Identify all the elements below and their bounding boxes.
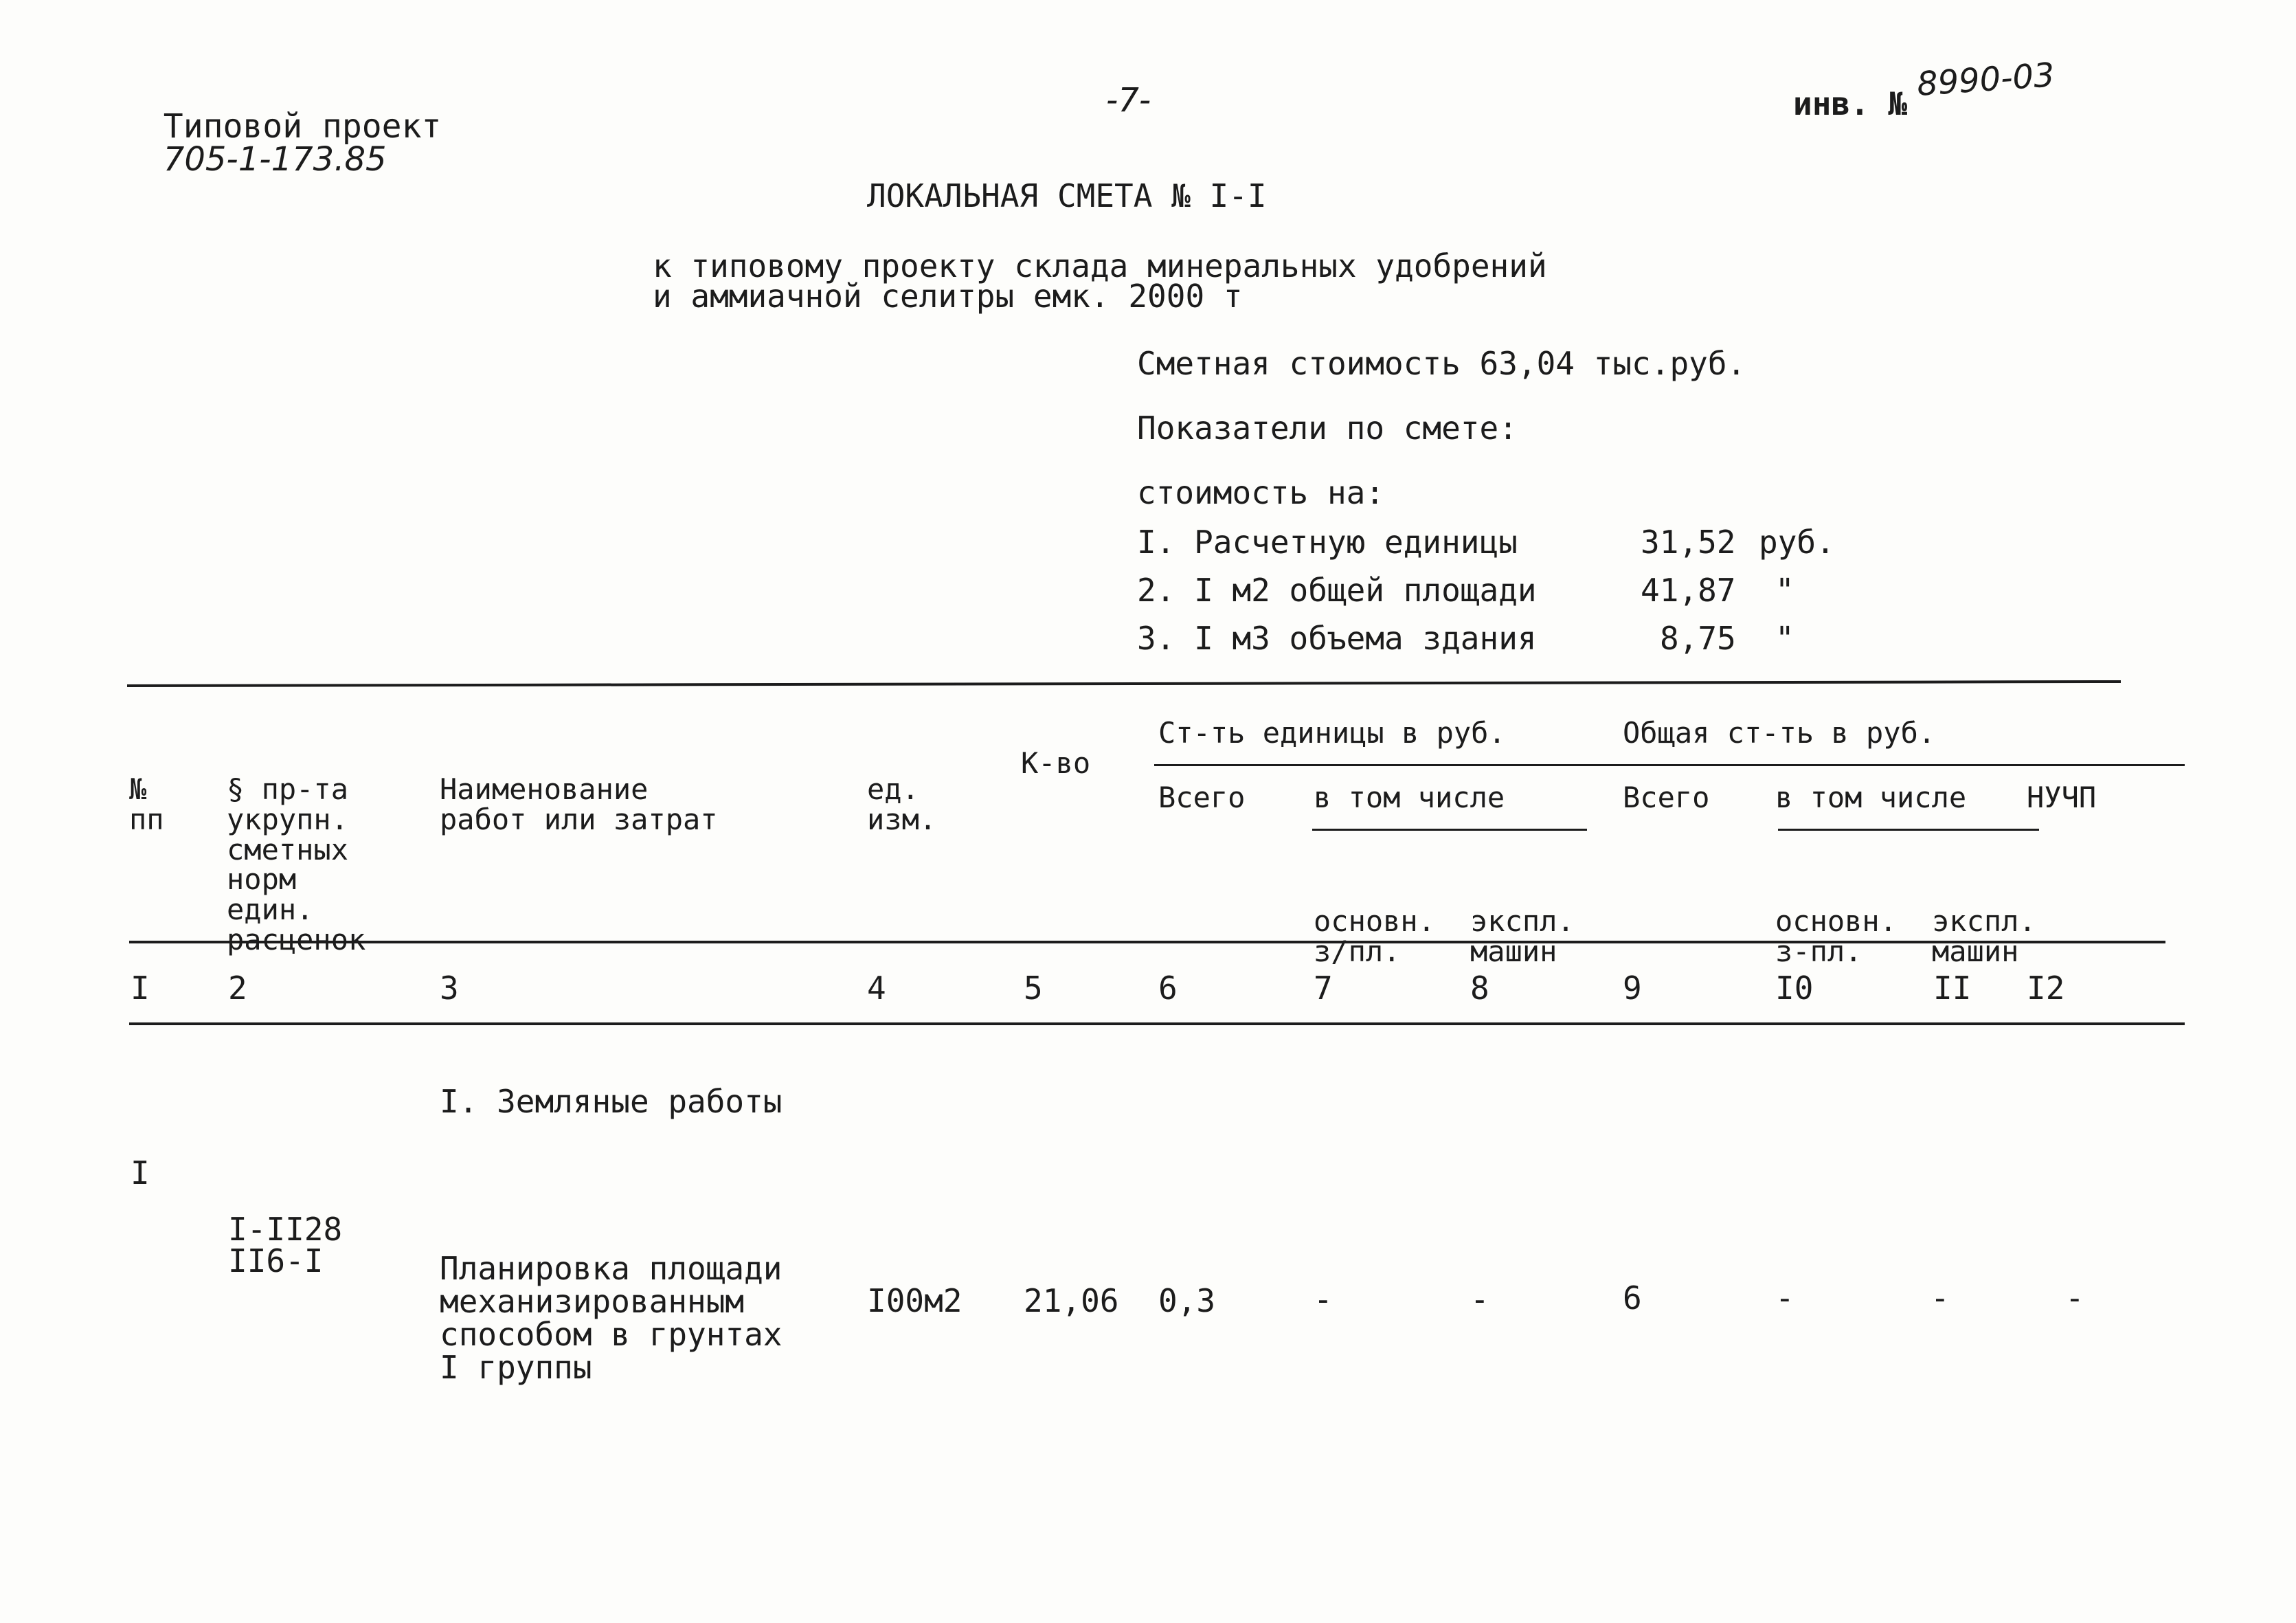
header-nuchp: НУЧП <box>2027 781 2097 814</box>
project-label <box>124 77 442 179</box>
section-title: I. Земляные работы <box>440 1083 783 1120</box>
column-number: I2 <box>2027 970 2065 1007</box>
group-header-rule <box>1154 764 2185 766</box>
header-work-name: Наименование работ или затрат <box>440 772 718 837</box>
row-quantity: 21,06 <box>1024 1282 1119 1319</box>
column-numbers-rule <box>129 1022 2185 1025</box>
indicator-2-value: 41,87 <box>1641 572 1736 609</box>
estimate-heading: ЛОКАЛЬНАЯ СМЕТА № I-I <box>867 177 1267 214</box>
header-norm-code: § пр-та укрупн. сметных норм един. расценок <box>227 772 366 956</box>
header-total-machines: экспл. машин <box>1932 904 2036 969</box>
table-top-rule <box>127 680 2121 687</box>
row-unit-basic: - <box>1314 1281 1333 1318</box>
indicator-1-label: I. Расчетную единицы <box>1137 524 1518 561</box>
column-number: 7 <box>1314 970 1333 1007</box>
column-number: 9 <box>1623 970 1642 1007</box>
header-unit-total: Всего <box>1158 781 1246 814</box>
inventory-number: 8990-03 <box>1915 56 2056 104</box>
row-nuchp: - <box>2065 1279 2084 1317</box>
unit-incl-rule <box>1312 829 1587 831</box>
row-work-name: Планировка площади механизированным способом в грунтах I группы <box>440 1249 783 1387</box>
row-number: I <box>131 1154 150 1191</box>
column-number: 4 <box>867 970 886 1007</box>
inventory-label: инв. № <box>1793 85 1908 122</box>
row-unit-total: 0,3 <box>1158 1282 1216 1319</box>
indicator-2-label: 2. I м2 общей площади <box>1137 572 1537 609</box>
row-unit-machines: - <box>1470 1281 1489 1318</box>
estimated-cost: Сметная стоимость 63,04 тыс.руб. <box>1137 345 1746 382</box>
estimate-subtitle-line2: и аммиачной селитры емк. 2000 т <box>653 278 1243 315</box>
header-unit-basic-pay: основн. з/пл. <box>1314 904 1436 969</box>
column-number: I <box>131 970 150 1007</box>
row-norm-codes: I-II28 II6-I <box>228 1211 343 1279</box>
indicator-1-value: 31,52 <box>1641 524 1736 561</box>
header-quantity: К-во <box>1021 746 1091 780</box>
row-total: 6 <box>1623 1279 1642 1317</box>
indicators-label: Показатели по смете: <box>1137 410 1518 447</box>
row-total-machines: - <box>1931 1279 1950 1317</box>
indicator-3-unit: " <box>1775 620 1794 657</box>
header-total-incl: в том числе <box>1775 781 1967 814</box>
column-number: 6 <box>1158 970 1178 1007</box>
cost-per-label: стоимость на: <box>1137 474 1385 511</box>
column-number: 5 <box>1024 970 1043 1007</box>
project-prefix: Типовой проект <box>163 107 442 146</box>
column-number: II <box>1933 970 1972 1007</box>
estimate-subtitle-line1: к типовому проекту склада минеральных удобрений <box>653 247 1547 284</box>
header-row-number: № пп <box>129 772 164 837</box>
indicator-3-label: 3. I м3 объема здания <box>1137 620 1537 657</box>
row-total-basic: - <box>1775 1279 1794 1317</box>
column-number: 8 <box>1470 970 1489 1007</box>
indicator-1-unit: руб. <box>1759 524 1835 561</box>
column-number: 2 <box>228 970 247 1007</box>
header-total-total: Всего <box>1623 781 1710 814</box>
header-unit: ед. изм. <box>867 772 937 837</box>
header-total-basic-pay: основн. з-пл. <box>1775 904 1898 969</box>
header-unit-cost-group: Ст-ть единицы в руб. <box>1158 716 1506 750</box>
header-unit-machines: экспл. машин <box>1470 904 1575 969</box>
page-number: -7- <box>1106 81 1151 120</box>
column-number: I0 <box>1775 970 1814 1007</box>
project-number: 705-1-173.85 <box>163 140 387 179</box>
header-unit-incl: в том числе <box>1314 781 1505 814</box>
column-number: 3 <box>440 970 459 1007</box>
header-total-cost-group: Общая ст-ть в руб. <box>1623 716 1936 750</box>
indicator-3-value: 8,75 <box>1660 620 1736 657</box>
indicator-2-unit: " <box>1775 572 1794 609</box>
total-incl-rule <box>1778 829 2039 831</box>
row-unit: I00м2 <box>867 1282 963 1319</box>
